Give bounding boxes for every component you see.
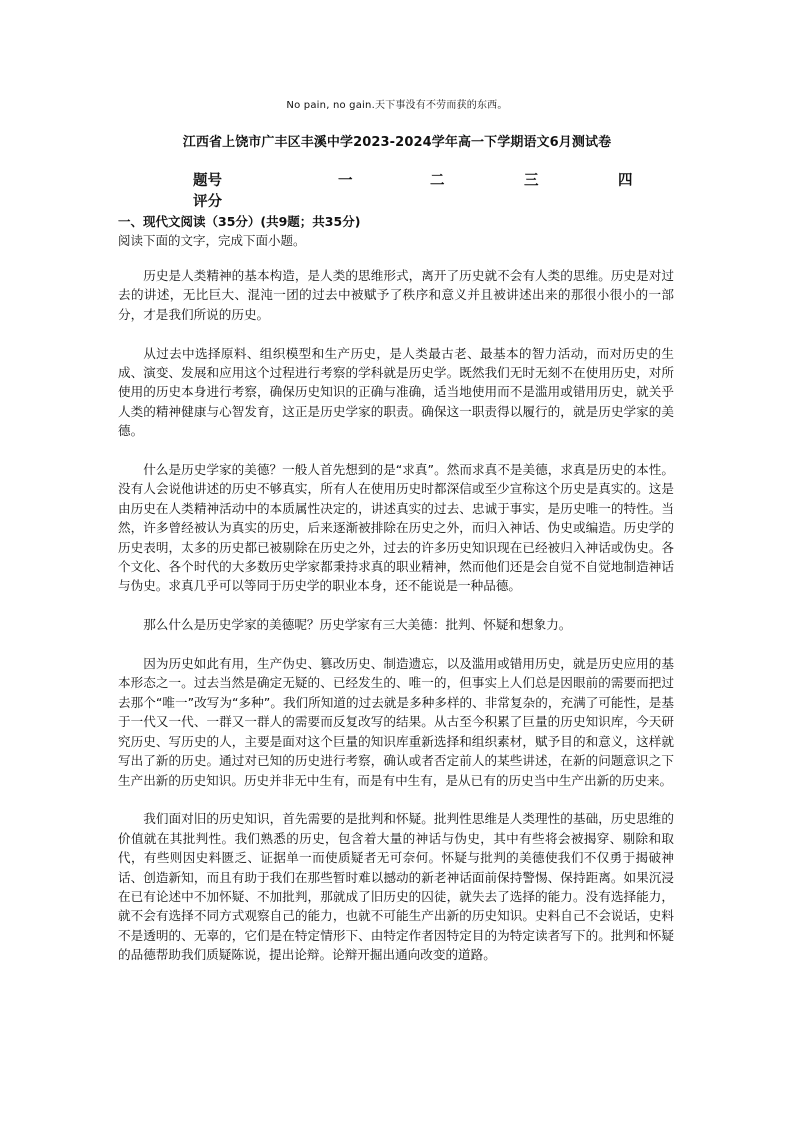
score-table-score-label: 评分 [193, 194, 222, 210]
score-table-col-2: 二 [430, 173, 445, 189]
score-table-col-1: 一 [338, 173, 353, 189]
exam-title: 江西省上饶市广丰区丰溪中学2023-2024学年高一下学期语文6月测试卷 [182, 135, 612, 150]
passage-paragraph: 什么是历史学家的美德？一般人首先想到的是“求真”。然而求真不是美德，求真是历史的本性。没有人会说他讲述的历史不够真实，所有人在使用历史时都深信或至少宣称这个历史是真实的。这是由历史在人类精神活动中的本质属性决定的，讲述真实的过去、忠诚于事实，是历史唯一的特性。当然，许多曾经被认为真实的历史，后来逐渐被排除在历史之外，而归入神话、伪史或编造。历史学的历史表明，太多的历史都已被剔除在历史之外，过去的许多历史知识现在已经被归入神话或伪史。各个文化、各个时代的大多数历史学家都秉持求真的职业精神，然而他们还是会自觉不自觉地制造神话与伪史。求真几乎可以等同于历史学的职业本身，还不能说是一种品德。 [118, 462, 674, 594]
reading-instruction: 阅读下面的文字，完成下面小题。 [118, 233, 306, 248]
section-heading: 一、现代文阅读（35分）(共9题；共35分) [118, 214, 361, 229]
score-table-col-4: 四 [618, 173, 633, 189]
passage-paragraph: 因为历史如此有用，生产伪史、篡改历史、制造遗忘，以及滥用或错用历史，就是历史应用的基本形态之一。过去当然是确定无疑的、已经发生的、唯一的，但事实上人们总是因眼前的需要而把过去那个“唯一”改写为“多种”。我们所知道的过去就是多种多样的、非常复杂的，充满了可能性，是基于一代又一代、一群又一群人的需要而反复改写的结果。从古至今积累了巨量的历史知识库，今天研究历史、写历史的人，主要是面对这个巨量的知识库重新选择和组织素材，赋予目的和意义，这样就写出了新的历史。通过对已知的历史进行考察，确认或者否定前人的某些讲述，在新的问题意识之下生产出新的历史知识。历史并非无中生有，而是有中生有，是从已有的历史当中生产出新的历史来。 [118, 656, 674, 788]
motto-header: No pain, no gain.天下事没有不劳而获的东西。 [286, 100, 508, 111]
passage-paragraph: 我们面对旧的历史知识，首先需要的是批判和怀疑。批判性思维是人类理性的基础，历史思维的价值就在其批判性。我们熟悉的历史，包含着大量的神话与伪史，其中有些将会被揭穿、剔除和取代，有些则因史料匮乏、证据单一而使质疑者无可奈何。怀疑与批判的美德使我们不仅勇于揭破神话、创造新知，而且有助于我们在那些暂时难以撼动的新老神话面前保持警惕、保持距离。如果沉浸在已有论述中不加怀疑、不加批判，那就成了旧历史的囚徒，就失去了选择的能力。没有选择能力，就不会有选择不同方式观察自己的能力，也就不可能生产出新的历史知识。史料自己不会说话，史料不是透明的、无辜的，它们是在特定情形下、由特定作者因特定目的为特定读者写下的。批判和怀疑的品德帮助我们质疑陈说，提出论辩。论辩开掘出通向改变的道路。 [118, 811, 674, 963]
passage-paragraph: 那么什么是历史学家的美德呢？历史学家有三大美德：批判、怀疑和想象力。 [143, 617, 572, 633]
passage-paragraph: 从过去中选择原料、组织模型和生产历史，是人类最古老、最基本的智力活动，而对历史的生成、演变、发展和应用这个过程进行考察的学科就是历史学。既然我们无时无刻不在使用历史，对所使用的历史本身进行考察，确保历史知识的正确与准确，适当地使用而不是滥用或错用历史，就关乎人类的精神健康与心智发育，这正是历史学家的职责。确保这一职责得以履行的，就是历史学家的美德。 [118, 345, 674, 439]
passage-paragraph: 历史是人类精神的基本构造，是人类的思维形式，离开了历史就不会有人类的思维。历史是对过去的讲述，无比巨大、混沌一团的过去中被赋予了秩序和意义并且被讲述出来的那很小很小的一部分，才是我们所说的历史。 [118, 268, 674, 322]
score-table-col-3: 三 [524, 173, 539, 189]
score-table-question-label: 题号 [193, 173, 222, 189]
reading-passage [118, 266, 674, 984]
